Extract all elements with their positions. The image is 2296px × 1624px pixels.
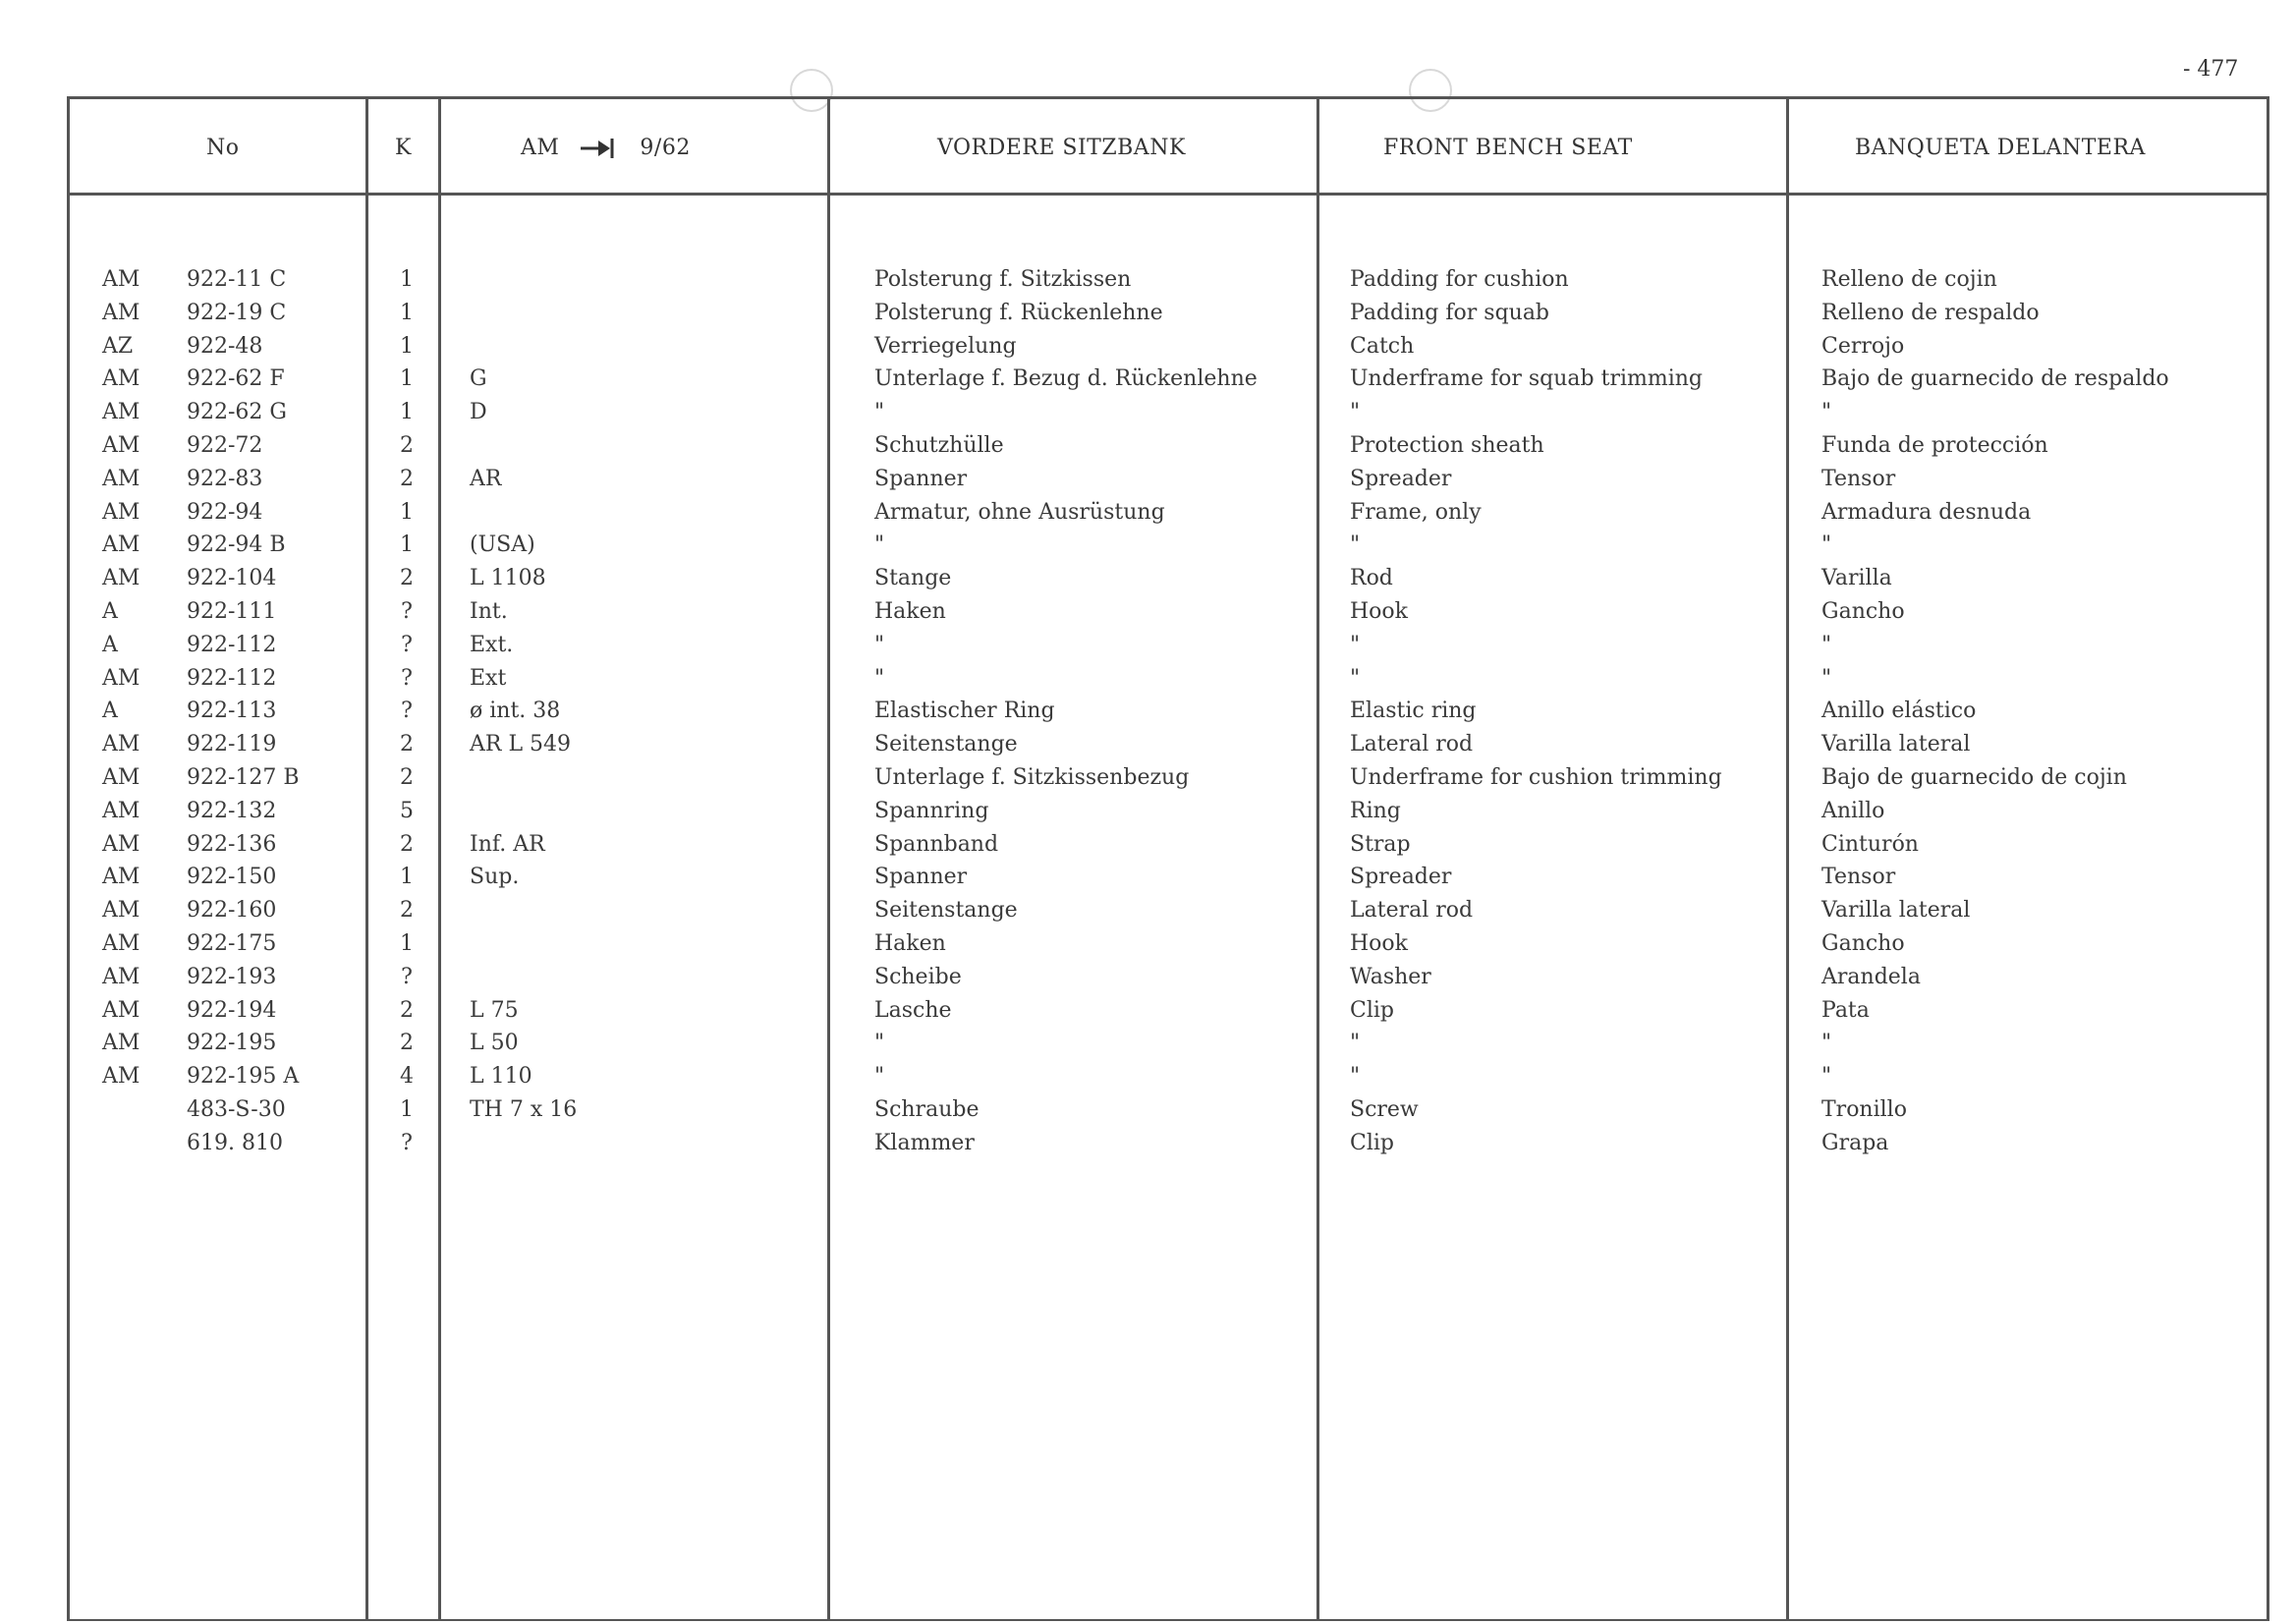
description-english: " <box>1350 665 1361 691</box>
header-spanish: BANQUETA DELANTERA <box>1855 136 2146 160</box>
description-english: " <box>1350 632 1361 657</box>
part-prefix: AM <box>102 997 140 1023</box>
note: L 75 <box>470 997 519 1023</box>
part-prefix: AM <box>102 432 140 458</box>
quantity: ? <box>401 1130 413 1155</box>
part-number: 922-104 <box>187 566 277 591</box>
description-english: Clip <box>1350 1130 1394 1155</box>
description-spanish: Cerrojo <box>1821 333 1905 359</box>
part-number: 922-94 B <box>187 532 286 558</box>
table-row <box>0 1064 2296 1097</box>
part-prefix: AM <box>102 366 140 392</box>
description-german: Spanner <box>874 466 968 491</box>
description-german: Spannband <box>874 831 999 857</box>
description-english: Rod <box>1350 566 1393 591</box>
description-spanish: Tronillo <box>1821 1096 1907 1122</box>
table-row <box>0 865 2296 898</box>
quantity: 5 <box>400 798 414 823</box>
description-spanish: Cinturón <box>1821 831 1919 857</box>
part-prefix: AM <box>102 665 140 691</box>
description-spanish: Gancho <box>1821 598 1905 624</box>
quantity: 2 <box>400 732 414 757</box>
part-prefix: AM <box>102 1064 140 1090</box>
quantity: 1 <box>400 267 414 292</box>
note: AR <box>470 466 502 491</box>
part-prefix: AM <box>102 300 140 325</box>
table-row <box>0 1097 2296 1131</box>
quantity: 1 <box>400 930 414 956</box>
description-german: Polsterung f. Sitzkissen <box>874 267 1132 292</box>
part-prefix: AM <box>102 930 140 956</box>
quantity: 2 <box>400 466 414 491</box>
description-spanish: Varilla lateral <box>1821 732 1971 757</box>
table-row <box>0 998 2296 1032</box>
table-row <box>0 467 2296 500</box>
description-english: " <box>1350 1031 1361 1056</box>
description-english: Hook <box>1350 598 1409 624</box>
quantity: 2 <box>400 898 414 924</box>
header-english: FRONT BENCH SEAT <box>1383 136 1633 160</box>
description-spanish: Relleno de respaldo <box>1821 300 2040 325</box>
description-english: Elastic ring <box>1350 699 1477 724</box>
description-spanish: Armadura desnuda <box>1821 499 2032 525</box>
description-german: Haken <box>874 598 946 624</box>
quantity: 1 <box>400 300 414 325</box>
table-row <box>0 931 2296 965</box>
part-number: 922-72 <box>187 432 263 458</box>
quantity: 2 <box>400 997 414 1023</box>
description-german: Haken <box>874 930 946 956</box>
description-english: Protection sheath <box>1350 432 1544 458</box>
description-german: Seitenstange <box>874 732 1018 757</box>
quantity: 2 <box>400 831 414 857</box>
description-english: " <box>1350 532 1361 558</box>
quantity: 2 <box>400 566 414 591</box>
quantity: 1 <box>400 400 414 425</box>
description-spanish: Arandela <box>1821 964 1921 989</box>
description-spanish: " <box>1821 632 1832 657</box>
part-prefix: A <box>102 699 118 724</box>
part-number: 922-194 <box>187 997 277 1023</box>
table-row <box>0 1031 2296 1064</box>
part-prefix: AM <box>102 865 140 890</box>
note: G <box>470 366 487 392</box>
table-row <box>0 633 2296 666</box>
description-german: " <box>874 665 885 691</box>
description-english: Lateral rod <box>1350 898 1474 924</box>
description-spanish: Pata <box>1821 997 1870 1023</box>
note: ø int. 38 <box>470 699 561 724</box>
table-row <box>0 599 2296 633</box>
note: Ext <box>470 665 507 691</box>
quantity: ? <box>401 598 413 624</box>
description-german: " <box>874 1064 885 1090</box>
description-english: Clip <box>1350 997 1394 1023</box>
table-row <box>0 1131 2296 1164</box>
part-prefix: AM <box>102 764 140 790</box>
quantity: 1 <box>400 865 414 890</box>
note: L 50 <box>470 1031 519 1056</box>
quantity: 1 <box>400 1096 414 1122</box>
note: Inf. AR <box>470 831 545 857</box>
table-row <box>0 334 2296 367</box>
description-german: Verriegelung <box>874 333 1017 359</box>
header-divider <box>67 193 2269 196</box>
table-row <box>0 799 2296 832</box>
table-row <box>0 532 2296 566</box>
part-number: 619. 810 <box>187 1130 283 1155</box>
part-number: 922-195 <box>187 1031 277 1056</box>
part-number: 922-94 <box>187 499 263 525</box>
part-number: 922-150 <box>187 865 277 890</box>
description-german: Unterlage f. Bezug d. Rückenlehne <box>874 366 1258 392</box>
header-am <box>521 136 691 160</box>
part-number: 922-175 <box>187 930 277 956</box>
note: Int. <box>470 598 508 624</box>
part-number: 922-119 <box>187 732 277 757</box>
header-am-label: AM <box>521 136 560 160</box>
quantity: ? <box>401 665 413 691</box>
table-row <box>0 732 2296 765</box>
header-no: No <box>206 136 240 160</box>
description-german: Klammer <box>874 1130 975 1155</box>
description-english: Padding for squab <box>1350 300 1550 325</box>
description-german: Elastischer Ring <box>874 699 1055 724</box>
table-row <box>0 433 2296 467</box>
header-am-date: 9/62 <box>640 136 691 160</box>
description-spanish: Anillo <box>1821 798 1885 823</box>
description-spanish: Funda de protección <box>1821 432 2048 458</box>
part-number: 922-111 <box>187 598 277 624</box>
description-german: Schutzhülle <box>874 432 1004 458</box>
note: TH 7 x 16 <box>470 1096 578 1122</box>
description-english: Hook <box>1350 930 1409 956</box>
description-english: Spreader <box>1350 865 1452 890</box>
quantity: ? <box>401 964 413 989</box>
note: L 1108 <box>470 566 546 591</box>
note: Sup. <box>470 865 520 890</box>
part-number: 922-48 <box>187 333 263 359</box>
description-english: Underframe for squab trimming <box>1350 366 1704 392</box>
part-prefix: AM <box>102 267 140 292</box>
page-number: - 477 <box>2183 57 2239 82</box>
description-german: Stange <box>874 566 952 591</box>
part-prefix: AM <box>102 898 140 924</box>
description-german: Armatur, ohne Ausrüstung <box>874 499 1165 525</box>
description-spanish: " <box>1821 665 1832 691</box>
description-german: Polsterung f. Rückenlehne <box>874 300 1163 325</box>
part-prefix: AZ <box>102 333 134 359</box>
quantity: 2 <box>400 1031 414 1056</box>
part-prefix: AM <box>102 732 140 757</box>
part-number: 922-19 C <box>187 300 287 325</box>
note: AR L 549 <box>470 732 572 757</box>
part-prefix: AM <box>102 499 140 525</box>
description-spanish: " <box>1821 1031 1832 1056</box>
quantity: 1 <box>400 333 414 359</box>
description-english: Washer <box>1350 964 1431 989</box>
part-number: 922-132 <box>187 798 277 823</box>
part-number: 922-62 G <box>187 400 287 425</box>
quantity: 2 <box>400 432 414 458</box>
quantity: 1 <box>400 532 414 558</box>
description-spanish: Anillo elástico <box>1821 699 1977 724</box>
part-prefix: AM <box>102 466 140 491</box>
part-number: 922-112 <box>187 632 277 657</box>
header-k: K <box>395 136 412 160</box>
table-row <box>0 898 2296 931</box>
quantity: ? <box>401 699 413 724</box>
description-german: Lasche <box>874 997 952 1023</box>
description-german: Spanner <box>874 865 968 890</box>
description-english: Lateral rod <box>1350 732 1474 757</box>
quantity: 1 <box>400 499 414 525</box>
table-row <box>0 765 2296 799</box>
part-number: 922-83 <box>187 466 263 491</box>
note: Ext. <box>470 632 514 657</box>
part-prefix: AM <box>102 532 140 558</box>
description-english: " <box>1350 400 1361 425</box>
part-number: 483-S-30 <box>187 1096 286 1122</box>
parts-list <box>0 267 2296 1164</box>
description-german: " <box>874 1031 885 1056</box>
quantity: ? <box>401 632 413 657</box>
description-spanish: Bajo de guarnecido de cojin <box>1821 764 2127 790</box>
description-english: Frame, only <box>1350 499 1482 525</box>
table-row <box>0 566 2296 599</box>
description-english: Underframe for cushion trimming <box>1350 764 1722 790</box>
description-german: Schraube <box>874 1096 980 1122</box>
table-row <box>0 832 2296 866</box>
quantity: 2 <box>400 764 414 790</box>
description-german: Unterlage f. Sitzkissenbezug <box>874 764 1190 790</box>
table-row <box>0 965 2296 998</box>
description-spanish: Tensor <box>1821 865 1896 890</box>
part-number: 922-11 C <box>187 267 287 292</box>
description-english: Catch <box>1350 333 1415 359</box>
description-spanish: " <box>1821 532 1832 558</box>
table-row <box>0 301 2296 334</box>
part-number: 922-127 B <box>187 764 300 790</box>
part-number: 922-112 <box>187 665 277 691</box>
table-row <box>0 366 2296 400</box>
part-number: 922-193 <box>187 964 277 989</box>
description-spanish: " <box>1821 1064 1832 1090</box>
description-english: Padding for cushion <box>1350 267 1569 292</box>
description-spanish: Bajo de guarnecido de respaldo <box>1821 366 2169 392</box>
quantity: 1 <box>400 366 414 392</box>
table-row <box>0 666 2296 700</box>
part-prefix: AM <box>102 831 140 857</box>
header-german: VORDERE SITZBANK <box>937 136 1186 160</box>
description-spanish: Varilla lateral <box>1821 898 1971 924</box>
description-spanish: Gancho <box>1821 930 1905 956</box>
description-english: Screw <box>1350 1096 1419 1122</box>
description-spanish: " <box>1821 400 1832 425</box>
description-english: Strap <box>1350 831 1411 857</box>
description-spanish: Grapa <box>1821 1130 1889 1155</box>
table-row <box>0 400 2296 433</box>
description-german: " <box>874 532 885 558</box>
part-prefix: AM <box>102 964 140 989</box>
description-english: Ring <box>1350 798 1401 823</box>
table-row <box>0 500 2296 533</box>
description-english: " <box>1350 1064 1361 1090</box>
part-number: 922-160 <box>187 898 277 924</box>
description-english: Spreader <box>1350 466 1452 491</box>
part-prefix: A <box>102 632 118 657</box>
note: D <box>470 400 487 425</box>
description-spanish: Varilla <box>1821 566 1892 591</box>
arrow-to-bar-icon <box>579 138 620 159</box>
part-prefix: AM <box>102 798 140 823</box>
description-german: Seitenstange <box>874 898 1018 924</box>
part-prefix: AM <box>102 566 140 591</box>
description-spanish: Tensor <box>1821 466 1896 491</box>
table-row <box>0 699 2296 732</box>
part-number: 922-136 <box>187 831 277 857</box>
description-german: " <box>874 632 885 657</box>
note: L 110 <box>470 1064 532 1090</box>
part-prefix: A <box>102 598 118 624</box>
part-number: 922-62 F <box>187 366 285 392</box>
part-number: 922-113 <box>187 699 277 724</box>
description-german: Scheibe <box>874 964 962 989</box>
description-spanish: Relleno de cojin <box>1821 267 1997 292</box>
description-german: " <box>874 400 885 425</box>
part-prefix: AM <box>102 1031 140 1056</box>
part-prefix: AM <box>102 400 140 425</box>
part-number: 922-195 A <box>187 1064 300 1090</box>
note: (USA) <box>470 532 535 558</box>
table-row <box>0 267 2296 301</box>
quantity: 4 <box>400 1064 414 1090</box>
description-german: Spannring <box>874 798 989 823</box>
